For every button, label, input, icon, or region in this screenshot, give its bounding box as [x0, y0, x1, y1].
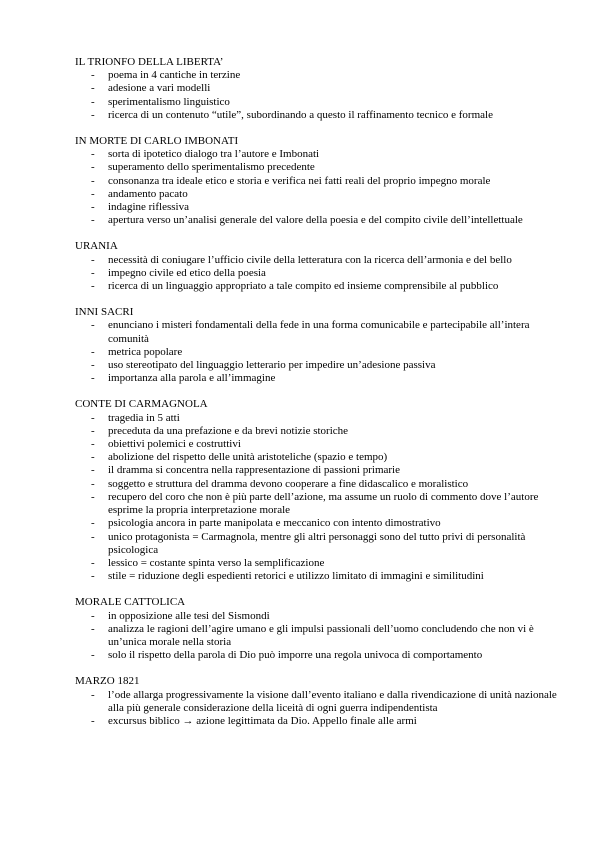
- section-conte-carmagnola: [75, 398, 565, 583]
- dash-bullet-icon: -: [91, 490, 95, 503]
- dash-bullet-icon: -: [91, 214, 95, 227]
- dash-bullet-icon: -: [91, 411, 95, 424]
- list-item: [75, 96, 565, 109]
- dash-bullet-icon: -: [91, 201, 95, 214]
- list-item-text: apertura verso un’analisi generale del valore della poesia e del compito civile dell’intellettuale: [108, 214, 523, 227]
- list-item-text: excursus biblico → azione legittimata da Dio. Appello finale alle armi: [108, 714, 417, 727]
- section-heading: MARZO 1821: [75, 675, 140, 688]
- list-item: [75, 346, 565, 359]
- bullet-list: [75, 689, 565, 729]
- list-item: [75, 464, 565, 477]
- list-item-text: stile = riduzione degli espedienti retorici e utilizzo limitato di immagini e similitudini: [108, 570, 484, 583]
- dash-bullet-icon: -: [91, 253, 95, 266]
- dash-bullet-icon: -: [91, 95, 95, 108]
- list-item: [75, 188, 565, 201]
- list-item-text: enunciano i misteri fondamentali della fede in una forma comunicabile e partecipabile all’intera comunità: [108, 319, 530, 345]
- list-item-text: sorta di ipotetico dialogo tra l’autore e Imbonati: [108, 148, 320, 161]
- dash-bullet-icon: -: [91, 372, 95, 385]
- list-item: [75, 517, 565, 530]
- section-heading: CONTE DI CARMAGNOLA: [75, 398, 208, 411]
- section-inni-sacri: [75, 306, 565, 385]
- list-item: [75, 175, 565, 188]
- list-item-text: poema in 4 cantiche in terzine: [108, 69, 241, 82]
- list-item-text: metrica popolare: [108, 345, 183, 358]
- dash-bullet-icon: -: [91, 438, 95, 451]
- section-morale-cattolica: [75, 596, 565, 662]
- list-item-text: lessico = costante spinta verso la semplificazione: [108, 556, 325, 569]
- list-item-text: ricerca di un contenuto “utile”, subordinando a questo il raffinamento tecnico e formale: [108, 108, 493, 121]
- dash-bullet-icon: -: [91, 319, 95, 332]
- list-item-text: obiettivi polemici e costruttivi: [108, 438, 241, 451]
- list-item-text: preceduta da una prefazione e da brevi notizie storiche: [108, 424, 349, 437]
- list-item-text: psicologia ancora in parte manipolata e meccanico con intento dimostrativo: [108, 517, 441, 530]
- dash-bullet-icon: -: [91, 161, 95, 174]
- document-page: [75, 56, 565, 741]
- list-item-text: adesione a vari modelli: [108, 82, 211, 95]
- list-item-text: recupero del coro che non è più parte dell’azione, ma assume un ruolo di commento dove l’autore esprime la propria interpretazione morale: [108, 490, 539, 517]
- list-item-text: solo il rispetto della parola di Dio può imporre una regola univoca di comportamento: [108, 649, 483, 662]
- list-item-text: unico protagonista = Carmagnola, mentre gli altri personaggi sono del tutto privi di personalità psicologica: [108, 530, 526, 556]
- dash-bullet-icon: -: [91, 280, 95, 293]
- bullet-list: [75, 412, 565, 584]
- list-item-text: andamento pacato: [108, 187, 188, 200]
- list-item-text: analizza le ragioni dell’agire umano e gli impulsi passionali dell’uomo concludendo che non vi è un’unica morale nella storia: [108, 622, 534, 648]
- list-item-text: superamento dello sperimentalismo precedente: [108, 161, 315, 174]
- list-item-text: soggetto e struttura del dramma devono cooperare a fine didascalico e moralistico: [108, 477, 469, 490]
- section-heading: MORALE CATTOLICA: [75, 596, 186, 609]
- dash-bullet-icon: -: [91, 82, 95, 95]
- section-heading: URANIA: [75, 240, 118, 253]
- list-item: [75, 148, 565, 161]
- dash-bullet-icon: -: [91, 649, 95, 662]
- dash-bullet-icon: -: [91, 451, 95, 464]
- dash-bullet-icon: -: [91, 530, 95, 543]
- bullet-list: [75, 148, 565, 227]
- list-item: [75, 372, 565, 385]
- list-item: [75, 451, 565, 464]
- list-item: [75, 319, 565, 345]
- list-item: [75, 214, 565, 227]
- list-item-text: necessità di coniugare l’ufficio civile della letteratura con la ricerca dell’armonia e del bello: [108, 253, 512, 266]
- list-item: [75, 280, 565, 293]
- list-item-text: consonanza tra ideale etico e storia e verifica nei fatti reali del proprio impegno morale: [108, 174, 491, 187]
- list-item: [75, 438, 565, 451]
- dash-bullet-icon: -: [91, 622, 95, 635]
- dash-bullet-icon: -: [91, 424, 95, 437]
- list-item: [75, 359, 565, 372]
- list-item: [75, 425, 565, 438]
- list-item: [75, 109, 565, 122]
- bullet-list: [75, 319, 565, 385]
- list-item-text: il dramma si concentra nella rappresentazione di passioni primarie: [108, 464, 400, 477]
- bullet-list: [75, 69, 565, 122]
- list-item-text: uso stereotipato del linguaggio letterario per impedire un’adesione passiva: [108, 359, 436, 372]
- bullet-list: [75, 254, 565, 294]
- dash-bullet-icon: -: [91, 69, 95, 82]
- section-heading: INNI SACRI: [75, 306, 134, 319]
- section-morte-imbonati: [75, 135, 565, 227]
- list-item-text: impegno civile ed etico della poesia: [108, 266, 266, 279]
- list-item: [75, 570, 565, 583]
- section-urania: [75, 240, 565, 293]
- list-item: [75, 623, 565, 649]
- dash-bullet-icon: -: [91, 477, 95, 490]
- dash-bullet-icon: -: [91, 464, 95, 477]
- list-item-text: indagine riflessiva: [108, 201, 189, 214]
- list-item: [75, 557, 565, 570]
- dash-bullet-icon: -: [91, 688, 95, 701]
- list-item: [75, 478, 565, 491]
- list-item-text: l’ode allarga progressivamente la visione dall’evento italiano e dalla rivendicazione di unità nazionale alla più generale considerazione della liceità di ogni guerra indipendentista: [108, 688, 557, 714]
- list-item: [75, 267, 565, 280]
- list-item-text: abolizione del rispetto delle unità aristoteliche (spazio e tempo): [108, 451, 388, 464]
- list-item: [75, 610, 565, 623]
- dash-bullet-icon: -: [91, 570, 95, 583]
- section-marzo-1821: [75, 675, 565, 728]
- dash-bullet-icon: -: [91, 266, 95, 279]
- section-heading: IN MORTE DI CARLO IMBONATI: [75, 135, 239, 148]
- list-item-text: ricerca di un linguaggio appropriato a tale compito ed insieme comprensibile al pubblico: [108, 280, 499, 293]
- dash-bullet-icon: -: [91, 174, 95, 187]
- dash-bullet-icon: -: [91, 556, 95, 569]
- dash-bullet-icon: -: [91, 108, 95, 121]
- dash-bullet-icon: -: [91, 187, 95, 200]
- dash-bullet-icon: -: [91, 609, 95, 622]
- list-item: [75, 649, 565, 662]
- list-item-text: sperimentalismo linguistico: [108, 95, 230, 108]
- list-item: [75, 82, 565, 95]
- list-item: [75, 201, 565, 214]
- list-item-text: tragedia in 5 atti: [108, 411, 180, 424]
- list-item: [75, 254, 565, 267]
- section-heading: IL TRIONFO DELLA LIBERTA’: [75, 56, 224, 68]
- dash-bullet-icon: -: [91, 517, 95, 530]
- list-item: [75, 715, 565, 728]
- dash-bullet-icon: -: [91, 714, 95, 727]
- list-item: [75, 69, 565, 82]
- list-item: [75, 531, 565, 557]
- bullet-list: [75, 610, 565, 663]
- dash-bullet-icon: -: [91, 359, 95, 372]
- list-item: [75, 689, 565, 715]
- list-item: [75, 161, 565, 174]
- section-trionfo-liberta: [75, 56, 565, 122]
- dash-bullet-icon: -: [91, 345, 95, 358]
- list-item-text: importanza alla parola e all’immagine: [108, 372, 276, 385]
- list-item-text: in opposizione alle tesi del Sismondi: [108, 609, 270, 622]
- dash-bullet-icon: -: [91, 148, 95, 161]
- list-item: [75, 412, 565, 425]
- list-item: [75, 491, 565, 517]
